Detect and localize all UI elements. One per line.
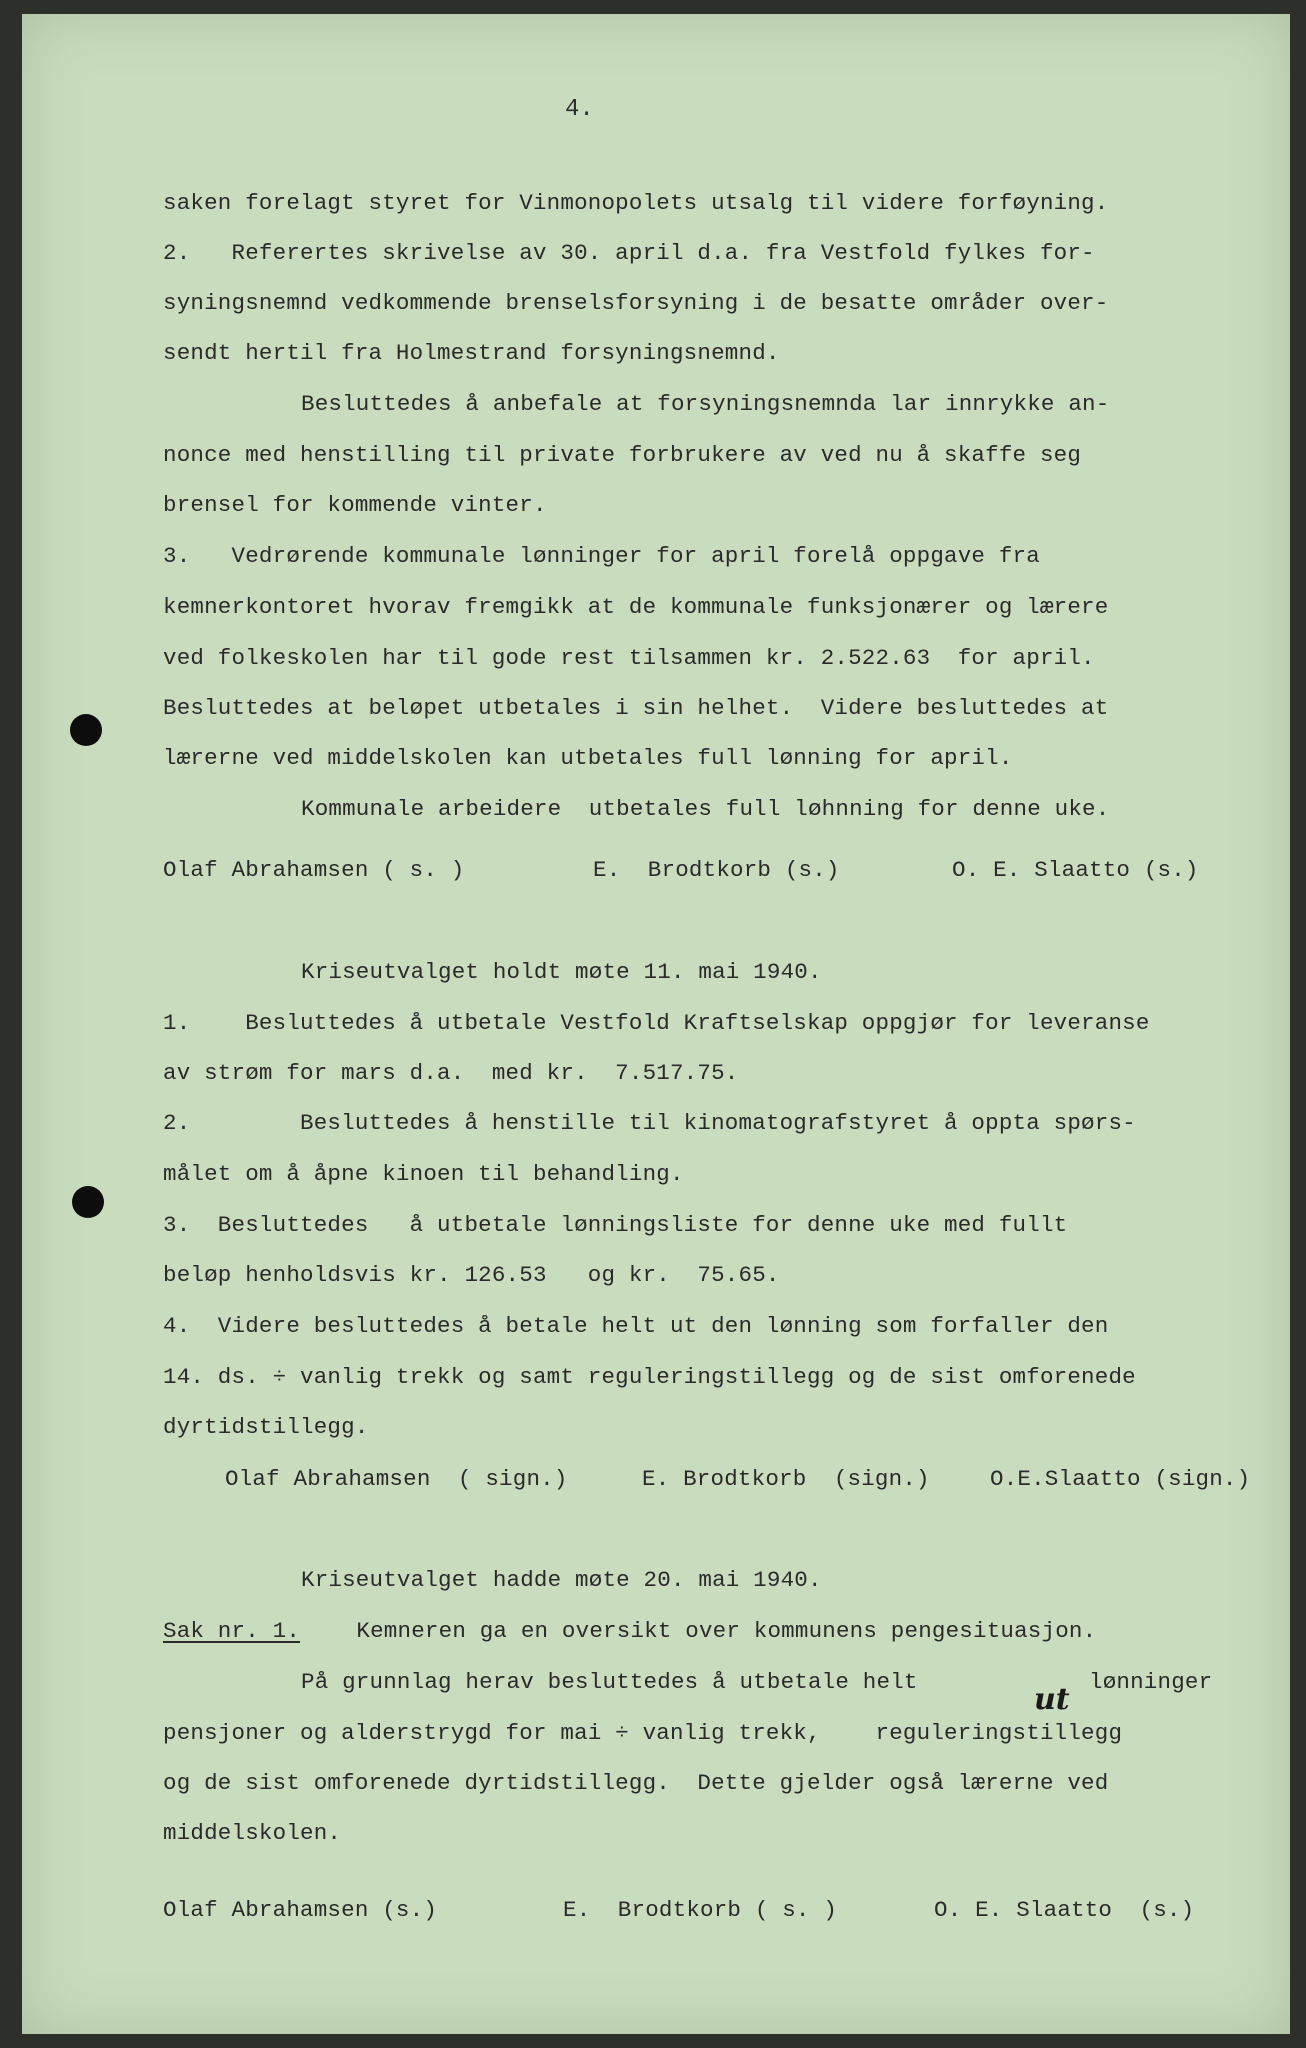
- text-line: lærerne ved middelskolen kan utbetales full lønning for april.: [163, 745, 1013, 771]
- text-line: 1. Besluttedes å utbetale Vestfold Kraftselskap oppgjør for leveranse: [163, 1010, 1150, 1036]
- text-line: sendt hertil fra Holmestrand forsyningsnemnd.: [163, 340, 780, 366]
- section-heading: Kriseutvalget holdt møte 11. mai 1940.: [301, 959, 822, 985]
- text-line: Kommunale arbeidere utbetales full løhnning for denne uke.: [301, 796, 1110, 822]
- text-line: Besluttedes å anbefale at forsyningsnemnda lar innrykke an-: [301, 391, 1110, 417]
- signature-slaatto: O.E.Slaatto (sign.): [990, 1466, 1251, 1492]
- handwritten-insert: ut: [1034, 1682, 1070, 1717]
- text-line: målet om å åpne kinoen til behandling.: [163, 1161, 684, 1187]
- text-line: 4. Videre besluttedes å betale helt ut den lønning som forfaller den: [163, 1313, 1109, 1339]
- text-line: middelskolen.: [163, 1820, 342, 1846]
- text-line: beløp henholdsvis kr. 126.53 og kr. 75.65.: [163, 1262, 780, 1288]
- text-line: saken forelagt styret for Vinmonopolets utsalg til videre forføyning.: [163, 190, 1109, 216]
- signature-slaatto: O. E. Slaatto (s.): [934, 1897, 1195, 1923]
- text-line: 3. Besluttedes å utbetale lønningsliste for denne uke med fullt: [163, 1212, 1068, 1238]
- text-line: pensjoner og alderstrygd for mai ÷ vanlig trekk, reguleringstillegg: [163, 1720, 1123, 1746]
- page-number: 4.: [565, 96, 594, 123]
- signature-abrahamsen: Olaf Abrahamsen ( sign.): [225, 1466, 568, 1492]
- text-line: lønninger: [1089, 1669, 1213, 1695]
- text-line: Besluttedes at beløpet utbetales i sin helhet. Videre besluttedes at: [163, 695, 1109, 721]
- text-line: nonce med henstilling til private forbrukere av ved nu å skaffe seg: [163, 442, 1082, 468]
- sak-label: Sak nr. 1.: [163, 1618, 301, 1644]
- text-line: Kemneren ga en oversikt over kommunens pengesituasjon.: [329, 1618, 1097, 1644]
- punch-hole: [72, 1186, 104, 1218]
- text-line: dyrtidstillegg.: [163, 1414, 369, 1440]
- text-line: og de sist omforenede dyrtidstillegg. Dette gjelder også lærerne ved: [163, 1770, 1109, 1796]
- document-page: [22, 14, 1290, 2034]
- text-line: syningsnemnd vedkommende brenselsforsyning i de besatte områder over-: [163, 290, 1109, 316]
- text-line: brensel for kommende vinter.: [163, 492, 547, 518]
- signature-abrahamsen: Olaf Abrahamsen ( s. ): [163, 857, 465, 883]
- text-line: 2. Besluttedes å henstille til kinomatografstyret å oppta spørs-: [163, 1110, 1136, 1136]
- section-heading: Kriseutvalget hadde møte 20. mai 1940.: [301, 1567, 822, 1593]
- text-line: 14. ds. ÷ vanlig trekk og samt reguleringstillegg og de sist omforenede: [163, 1364, 1136, 1390]
- signature-brodtkorb: E. Brodtkorb ( s. ): [563, 1897, 838, 1923]
- signature-abrahamsen: Olaf Abrahamsen (s.): [163, 1897, 438, 1923]
- signature-slaatto: O. E. Slaatto (s.): [952, 857, 1199, 883]
- signature-brodtkorb: E. Brodtkorb (sign.): [642, 1466, 930, 1492]
- text-line: 2. Referertes skrivelse av 30. april d.a. fra Vestfold fylkes for-: [163, 240, 1095, 266]
- signature-brodtkorb: E. Brodtkorb (s.): [593, 857, 840, 883]
- text-line: På grunnlag herav besluttedes å utbetale helt: [301, 1669, 918, 1695]
- text-line: av strøm for mars d.a. med kr. 7.517.75.: [163, 1060, 739, 1086]
- text-line: ved folkeskolen har til gode rest tilsammen kr. 2.522.63 for april.: [163, 645, 1095, 671]
- punch-hole: [70, 714, 102, 746]
- text-line: kemnerkontoret hvorav fremgikk at de kommunale funksjonærer og lærere: [163, 594, 1109, 620]
- text-line: 3. Vedrørende kommunale lønninger for april forelå oppgave fra: [163, 543, 1040, 569]
